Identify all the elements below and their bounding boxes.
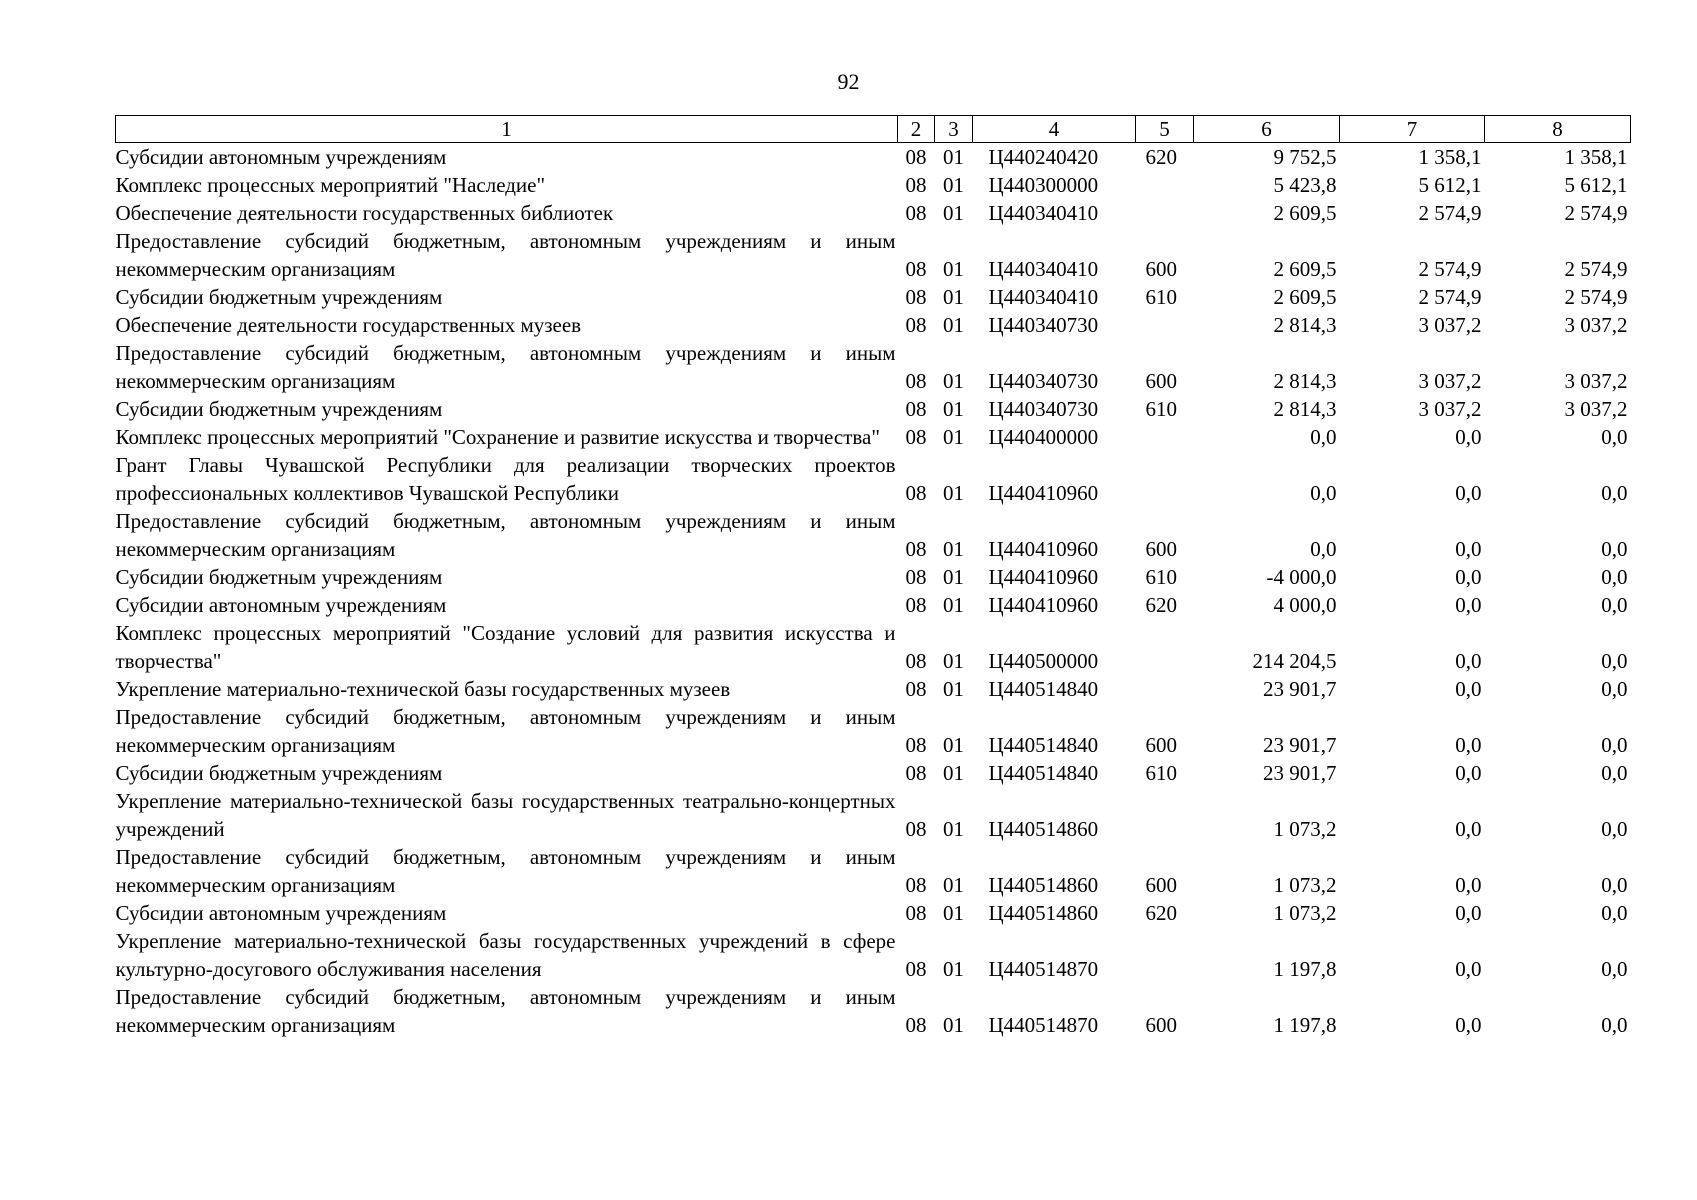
table-row (116, 843, 1631, 899)
row-target-article: Ц440340730 (988, 313, 1099, 337)
row-amount-col8: 3 037,2 (1564, 313, 1628, 337)
budget-table (115, 115, 1631, 1039)
row-amount-col6: 2 814,3 (1273, 369, 1337, 393)
row-target-article: Ц440500000 (988, 649, 1099, 673)
row-amount-col6: 2 609,5 (1273, 257, 1337, 281)
table-row (116, 227, 1631, 283)
table-row (116, 983, 1631, 1039)
row-section-code: 08 (905, 425, 927, 449)
row-amount-col6: 0,0 (1310, 425, 1337, 449)
row-section-code: 08 (905, 257, 927, 281)
row-section-code: 08 (905, 733, 927, 757)
row-amount-col8: 0,0 (1601, 677, 1628, 701)
table-row (116, 395, 1631, 423)
row-name: Укрепление материально-технической базы государственных музеев (115, 677, 731, 701)
row-target-article: Ц440340730 (988, 369, 1099, 393)
row-amount-col6: -4 000,0 (1266, 565, 1337, 589)
row-section-code: 08 (905, 817, 927, 841)
row-section-code: 08 (905, 761, 927, 785)
row-expense-type: 620 (1145, 593, 1177, 617)
row-name: Предоставление субсидий бюджетным, автономным учреждениям и иным некоммерческим организациям (115, 845, 896, 897)
row-subsection-code: 01 (943, 201, 964, 225)
row-amount-col8: 0,0 (1601, 537, 1628, 561)
row-expense-type: 620 (1145, 901, 1177, 925)
row-amount-col6: 2 609,5 (1273, 285, 1337, 309)
row-target-article: Ц440514840 (988, 733, 1099, 757)
row-name: Комплекс процессных мероприятий "Сохранение и развитие искусства и творчества" (115, 425, 880, 449)
row-amount-col7: 3 037,2 (1418, 313, 1482, 337)
row-amount-col7: 2 574,9 (1418, 201, 1482, 225)
row-amount-col7: 2 574,9 (1418, 257, 1482, 281)
row-subsection-code: 01 (943, 397, 964, 421)
row-target-article: Ц440240420 (988, 145, 1099, 169)
row-amount-col8: 0,0 (1601, 957, 1628, 981)
column-header-4: 4 (973, 116, 1136, 143)
row-subsection-code: 01 (943, 817, 964, 841)
row-amount-col8: 3 037,2 (1564, 397, 1628, 421)
row-amount-col8: 2 574,9 (1564, 285, 1628, 309)
row-amount-col8: 2 574,9 (1564, 257, 1628, 281)
row-amount-col7: 0,0 (1455, 593, 1482, 617)
row-target-article: Ц440514870 (988, 957, 1099, 981)
row-name: Обеспечение деятельности государственных музеев (115, 313, 582, 337)
row-name: Субсидии бюджетным учреждениям (115, 397, 443, 421)
row-expense-type: 610 (1145, 761, 1177, 785)
row-amount-col7: 0,0 (1455, 873, 1482, 897)
row-target-article: Ц440514860 (988, 817, 1099, 841)
row-amount-col6: 0,0 (1310, 481, 1337, 505)
row-section-code: 08 (905, 145, 927, 169)
row-amount-col7: 5 612,1 (1418, 173, 1482, 197)
row-amount-col7: 0,0 (1455, 957, 1482, 981)
row-amount-col6: 9 752,5 (1273, 145, 1337, 169)
row-amount-col6: 23 901,7 (1263, 677, 1337, 701)
row-amount-col7: 0,0 (1455, 425, 1482, 449)
row-target-article: Ц440300000 (988, 173, 1099, 197)
row-name: Комплекс процессных мероприятий "Создание условий для развития искусства и творчества" (115, 621, 896, 673)
row-target-article: Ц440340410 (988, 285, 1099, 309)
row-name: Комплекс процессных мероприятий "Наследие" (115, 173, 546, 197)
row-amount-col6: 23 901,7 (1263, 733, 1337, 757)
column-header-6: 6 (1194, 116, 1340, 143)
row-expense-type (1136, 171, 1194, 199)
column-header-7: 7 (1340, 116, 1485, 143)
row-expense-type (1136, 451, 1194, 507)
row-name: Предоставление субсидий бюджетным, автономным учреждениям и иным некоммерческим организациям (115, 509, 896, 561)
row-amount-col8: 0,0 (1601, 901, 1628, 925)
row-target-article: Ц440514860 (988, 873, 1099, 897)
row-amount-col6: 1 073,2 (1273, 873, 1337, 897)
row-subsection-code: 01 (943, 873, 964, 897)
row-section-code: 08 (905, 173, 927, 197)
row-expense-type: 620 (1145, 145, 1177, 169)
row-expense-type (1136, 311, 1194, 339)
row-amount-col8: 0,0 (1601, 425, 1628, 449)
row-name: Предоставление субсидий бюджетным, автономным учреждениям и иным некоммерческим организациям (115, 985, 896, 1037)
table-row (116, 143, 1631, 172)
row-expense-type (1136, 619, 1194, 675)
row-amount-col7: 3 037,2 (1418, 397, 1482, 421)
row-amount-col8: 0,0 (1601, 817, 1628, 841)
row-target-article: Ц440340730 (988, 397, 1099, 421)
table-row (116, 703, 1631, 759)
row-amount-col7: 0,0 (1455, 677, 1482, 701)
row-amount-col8: 0,0 (1601, 593, 1628, 617)
row-target-article: Ц440340410 (988, 257, 1099, 281)
row-subsection-code: 01 (943, 285, 964, 309)
row-subsection-code: 01 (943, 677, 964, 701)
table-row (116, 563, 1631, 591)
row-section-code: 08 (905, 957, 927, 981)
row-target-article: Ц440410960 (988, 593, 1099, 617)
row-name: Грант Главы Чувашской Республики для реализации творческих проектов профессиональных коллективов Чувашской Республики (115, 453, 896, 505)
row-target-article: Ц440400000 (988, 425, 1099, 449)
row-section-code: 08 (905, 1013, 927, 1037)
row-amount-col7: 0,0 (1455, 481, 1482, 505)
row-amount-col6: 1 197,8 (1273, 1013, 1337, 1037)
row-subsection-code: 01 (943, 901, 964, 925)
table-row (116, 283, 1631, 311)
row-section-code: 08 (905, 901, 927, 925)
row-name: Субсидии автономным учреждениям (115, 593, 447, 617)
column-header-2: 2 (898, 116, 935, 143)
table-row (116, 199, 1631, 227)
row-amount-col6: 214 204,5 (1252, 649, 1337, 673)
row-amount-col6: 5 423,8 (1273, 173, 1337, 197)
row-expense-type (1136, 927, 1194, 983)
row-section-code: 08 (905, 481, 927, 505)
row-expense-type: 600 (1145, 537, 1177, 561)
table-row (116, 423, 1631, 451)
row-section-code: 08 (905, 369, 927, 393)
row-amount-col8: 2 574,9 (1564, 201, 1628, 225)
row-subsection-code: 01 (943, 481, 964, 505)
row-section-code: 08 (905, 285, 927, 309)
row-name: Предоставление субсидий бюджетным, автономным учреждениям и иным некоммерческим организациям (115, 341, 896, 393)
row-subsection-code: 01 (943, 733, 964, 757)
row-expense-type: 610 (1145, 285, 1177, 309)
row-name: Субсидии автономным учреждениям (115, 901, 447, 925)
row-expense-type (1136, 787, 1194, 843)
row-expense-type: 600 (1145, 733, 1177, 757)
row-subsection-code: 01 (943, 649, 964, 673)
row-amount-col8: 0,0 (1601, 1013, 1628, 1037)
row-section-code: 08 (905, 397, 927, 421)
row-section-code: 08 (905, 313, 927, 337)
row-target-article: Ц440514860 (988, 901, 1099, 925)
row-subsection-code: 01 (943, 369, 964, 393)
table-row (116, 591, 1631, 619)
row-amount-col7: 0,0 (1455, 733, 1482, 757)
row-amount-col8: 0,0 (1601, 481, 1628, 505)
row-subsection-code: 01 (943, 593, 964, 617)
row-amount-col6: 4 000,0 (1273, 593, 1337, 617)
row-amount-col7: 0,0 (1455, 761, 1482, 785)
row-expense-type (1136, 675, 1194, 703)
column-header-3: 3 (935, 116, 973, 143)
table-header (116, 116, 1631, 143)
row-name: Субсидии бюджетным учреждениям (115, 761, 443, 785)
row-amount-col6: 0,0 (1310, 537, 1337, 561)
row-amount-col6: 23 901,7 (1263, 761, 1337, 785)
row-name: Укрепление материально-технической базы государственных учреждений в сфере культурно-досугового обслуживания населения (115, 929, 896, 981)
row-subsection-code: 01 (943, 761, 964, 785)
row-amount-col8: 0,0 (1601, 873, 1628, 897)
row-expense-type: 600 (1145, 369, 1177, 393)
row-subsection-code: 01 (943, 173, 964, 197)
row-name: Субсидии бюджетным учреждениям (115, 285, 443, 309)
row-subsection-code: 01 (943, 145, 964, 169)
row-expense-type (1136, 423, 1194, 451)
row-amount-col8: 0,0 (1601, 733, 1628, 757)
row-subsection-code: 01 (943, 1013, 964, 1037)
row-name: Субсидии бюджетным учреждениям (115, 565, 443, 589)
column-header-1: 1 (116, 116, 898, 143)
row-amount-col6: 1 073,2 (1273, 817, 1337, 841)
row-subsection-code: 01 (943, 537, 964, 561)
row-amount-col7: 1 358,1 (1418, 145, 1482, 169)
row-subsection-code: 01 (943, 313, 964, 337)
row-target-article: Ц440514840 (988, 761, 1099, 785)
row-target-article: Ц440514840 (988, 677, 1099, 701)
row-name: Обеспечение деятельности государственных библиотек (115, 201, 614, 225)
table-row (116, 675, 1631, 703)
row-amount-col7: 0,0 (1455, 817, 1482, 841)
row-amount-col6: 2 814,3 (1273, 313, 1337, 337)
row-target-article: Ц440340410 (988, 201, 1099, 225)
row-amount-col7: 3 037,2 (1418, 369, 1482, 393)
row-amount-col6: 1 197,8 (1273, 957, 1337, 981)
row-section-code: 08 (905, 677, 927, 701)
row-subsection-code: 01 (943, 425, 964, 449)
row-expense-type: 610 (1145, 397, 1177, 421)
row-subsection-code: 01 (943, 565, 964, 589)
table-row (116, 787, 1631, 843)
table-body (116, 143, 1631, 1040)
page-number: 92 (837, 69, 860, 94)
column-header-8: 8 (1485, 116, 1631, 143)
row-amount-col7: 0,0 (1455, 649, 1482, 673)
table-row (116, 759, 1631, 787)
row-expense-type: 600 (1145, 1013, 1177, 1037)
row-amount-col7: 0,0 (1455, 901, 1482, 925)
row-expense-type (1136, 199, 1194, 227)
row-section-code: 08 (905, 565, 927, 589)
row-target-article: Ц440410960 (988, 537, 1099, 561)
row-amount-col7: 2 574,9 (1418, 285, 1482, 309)
table-row (116, 927, 1631, 983)
table-row (116, 171, 1631, 199)
row-name: Предоставление субсидий бюджетным, автономным учреждениям и иным некоммерческим организациям (115, 705, 896, 757)
table-row (116, 507, 1631, 563)
table-row (116, 451, 1631, 507)
row-subsection-code: 01 (943, 257, 964, 281)
row-target-article: Ц440410960 (988, 565, 1099, 589)
row-target-article: Ц440410960 (988, 481, 1099, 505)
row-amount-col8: 5 612,1 (1564, 173, 1628, 197)
row-amount-col7: 0,0 (1455, 537, 1482, 561)
row-expense-type: 600 (1145, 873, 1177, 897)
table-row (116, 311, 1631, 339)
row-amount-col7: 0,0 (1455, 1013, 1482, 1037)
column-header-5: 5 (1136, 116, 1194, 143)
row-subsection-code: 01 (943, 957, 964, 981)
row-amount-col8: 0,0 (1601, 761, 1628, 785)
row-amount-col8: 3 037,2 (1564, 369, 1628, 393)
row-expense-type: 600 (1145, 257, 1177, 281)
table-row (116, 619, 1631, 675)
row-section-code: 08 (905, 201, 927, 225)
row-section-code: 08 (905, 537, 927, 561)
row-section-code: 08 (905, 593, 927, 617)
row-amount-col7: 0,0 (1455, 565, 1482, 589)
header-row (116, 116, 1631, 143)
row-amount-col6: 2 609,5 (1273, 201, 1337, 225)
row-amount-col8: 1 358,1 (1564, 145, 1628, 169)
row-amount-col6: 1 073,2 (1273, 901, 1337, 925)
row-target-article: Ц440514870 (988, 1013, 1099, 1037)
row-section-code: 08 (905, 873, 927, 897)
row-expense-type: 610 (1145, 565, 1177, 589)
row-amount-col8: 0,0 (1601, 649, 1628, 673)
table-row (116, 339, 1631, 395)
row-section-code: 08 (905, 649, 927, 673)
table-row (116, 899, 1631, 927)
row-name: Укрепление материально-технической базы государственных театрально-концертных учреждений (115, 789, 896, 841)
row-amount-col8: 0,0 (1601, 565, 1628, 589)
row-name: Предоставление субсидий бюджетным, автономным учреждениям и иным некоммерческим организациям (115, 229, 896, 281)
row-amount-col6: 2 814,3 (1273, 397, 1337, 421)
row-name: Субсидии автономным учреждениям (115, 145, 447, 169)
